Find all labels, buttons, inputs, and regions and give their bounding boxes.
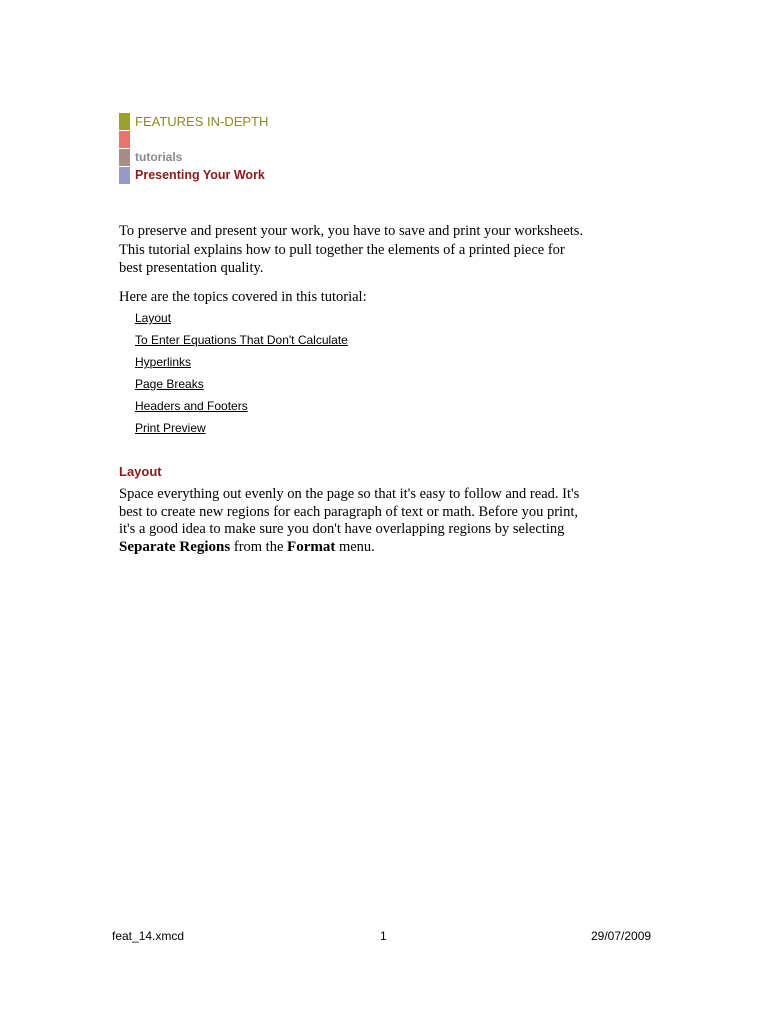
footer-page-number: 1 [380, 929, 387, 943]
section-label: tutorials [135, 150, 183, 164]
topic-link-equations[interactable]: To Enter Equations That Don't Calculate [135, 333, 348, 347]
list-item [135, 355, 348, 377]
topic-link-hyperlinks[interactable]: Hyperlinks [135, 355, 192, 369]
color-bar-taupe [119, 149, 130, 166]
topics-list [135, 311, 348, 443]
list-item [135, 377, 348, 399]
header-row-category [119, 112, 268, 130]
topic-link-headers-footers[interactable]: Headers and Footers [135, 399, 248, 413]
layout-body-start: Space everything out evenly on the page so that it's easy to follow and read. It's best to create new regions for each paragraph of text or math. Before you print, it's a good idea to make sure you don't have overlapping regions by selecting [119, 486, 580, 537]
topic-link-page-breaks[interactable]: Page Breaks [135, 377, 204, 391]
topic-link-print-preview[interactable]: Print Preview [135, 421, 206, 435]
layout-body-end: menu. [335, 538, 375, 555]
page-title: Presenting Your Work [135, 168, 265, 182]
category-label: FEATURES IN-DEPTH [135, 113, 269, 129]
list-item [135, 333, 348, 355]
term-separate-regions: Separate Regions [119, 538, 231, 555]
list-item [135, 399, 348, 421]
layout-section-heading: Layout [119, 464, 162, 479]
header-row-section [119, 148, 268, 166]
topic-link-layout[interactable]: Layout [135, 311, 172, 325]
color-bar-olive [119, 113, 130, 130]
list-item [135, 311, 348, 333]
footer-filename: feat_14.xmcd [112, 929, 185, 943]
header-row-title [119, 166, 268, 184]
layout-body-mid: from the [230, 538, 288, 555]
list-item [135, 421, 348, 443]
term-format: Format [287, 538, 336, 555]
color-bar-red [119, 131, 130, 148]
topics-lead-text: Here are the topics covered in this tutorial: [119, 289, 367, 305]
color-bar-lavender [119, 167, 130, 184]
document-header [119, 112, 268, 184]
header-row-blank [119, 130, 268, 148]
layout-section-body [119, 486, 589, 556]
footer-date: 29/07/2009 [591, 929, 652, 943]
intro-paragraph: To preserve and present your work, you have to save and print your worksheets. This tutorial explains how to pull together the elements of a printed piece for best presentation quality. [119, 223, 584, 276]
